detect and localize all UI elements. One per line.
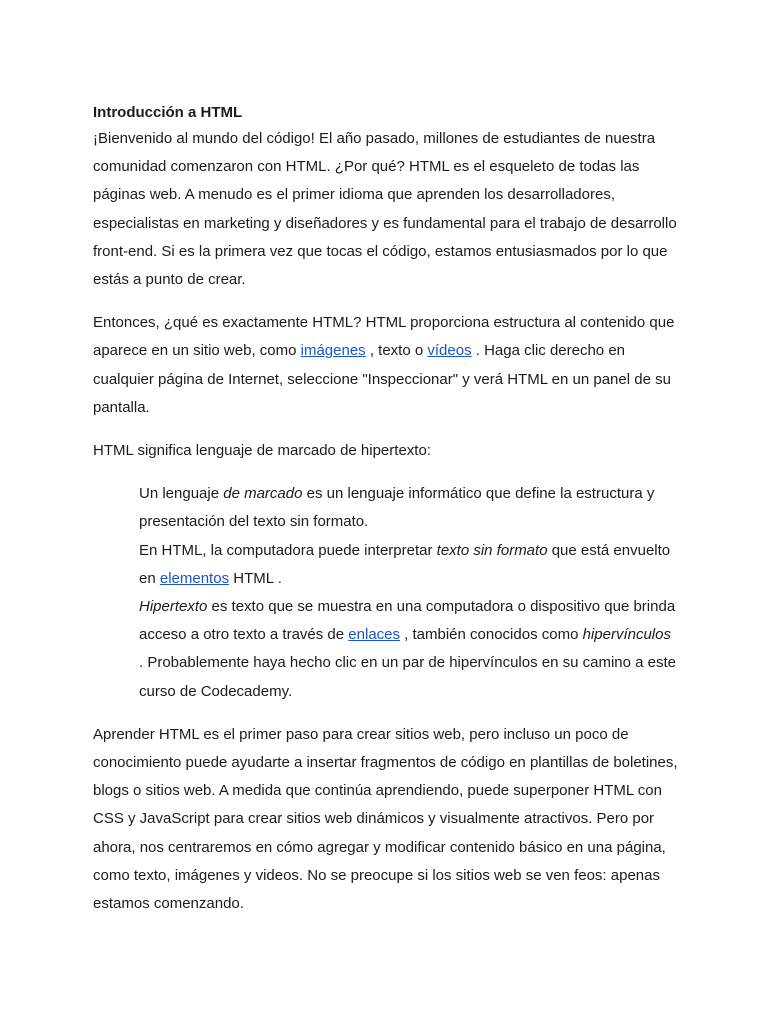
list-item-hypertext (139, 593, 678, 706)
item-text: es texto que se muestra en una computadora o dispositivo que brinda acceso a otro texto a través de (139, 598, 676, 644)
videos-link[interactable]: vídeos (427, 342, 472, 360)
page-title: Introducción a HTML (93, 104, 243, 121)
paragraph-text: . Haga clic derecho en cualquier página de Internet, seleccione "Inspeccionar" y verá HTML en un panel de su pantalla. (93, 342, 671, 416)
list-item-plain-text (139, 537, 678, 593)
definition-list (139, 480, 678, 706)
item-text: . Probablemente haya hecho clic en un par de hipervínculos en su camino a este curso de Codecademy. (139, 654, 676, 700)
item-text: En HTML, la computadora puede interpretar (139, 541, 437, 559)
elements-link[interactable]: elementos (159, 569, 230, 587)
item-text: que está envuelto en (139, 541, 671, 587)
item-emphasis: hipervínculos (582, 626, 671, 644)
item-emphasis: texto sin formato (436, 541, 548, 559)
item-text: Un lenguaje (139, 485, 224, 503)
images-link[interactable]: imágenes (300, 342, 366, 360)
item-text: , también conocidos como (400, 626, 583, 644)
intro-paragraph: ¡Bienvenido al mundo del código! El año pasado, millones de estudiantes de nuestra comunidad comenzaron con HTML. ¿Por qué? HTML es el esqueleto de todas las páginas web. A menudo es el primer idioma que aprenden los desarrolladores, especialistas en marketing y diseñadores y es fundamental para el trabajo de desarrollo front-end. Si es la primera vez que tocas el código, estamos entusiasmados por lo que estás a punto de crear. (93, 130, 677, 289)
learning-html-paragraph: Aprender HTML es el primer paso para crear sitios web, pero incluso un poco de conocimiento puede ayudarte a insertar fragmentos de código en plantillas de boletines, blogs o sitios web. A medida que continúa aprendiendo, puede superponer HTML con CSS y JavaScript para crear sitios web dinámicos y visualmente atractivos. Pero por ahora, nos centraremos en cómo agregar y modificar contenido básico en una página, como texto, imágenes y videos. No se preocupe si los sitios web se ven feos: apenas estamos comenzando. (93, 725, 678, 913)
item-text: es un lenguaje informático que define la estructura y presentación del texto sin formato. (139, 485, 655, 531)
list-item-markup (139, 480, 678, 536)
item-emphasis: Hipertexto (139, 598, 208, 616)
paragraph-text: , texto o (365, 342, 428, 360)
links-link[interactable]: enlaces (348, 626, 400, 644)
what-is-html-paragraph (93, 309, 678, 422)
item-text: HTML . (229, 569, 282, 587)
paragraph-text: Entonces, ¿qué es exactamente HTML? HTML proporciona estructura al contenido que aparece en un sitio web, como (93, 314, 675, 360)
html-meaning-paragraph: HTML significa lenguaje de marcado de hipertexto: (93, 442, 431, 460)
document-page (93, 101, 678, 933)
item-emphasis: de marcado (223, 485, 303, 503)
